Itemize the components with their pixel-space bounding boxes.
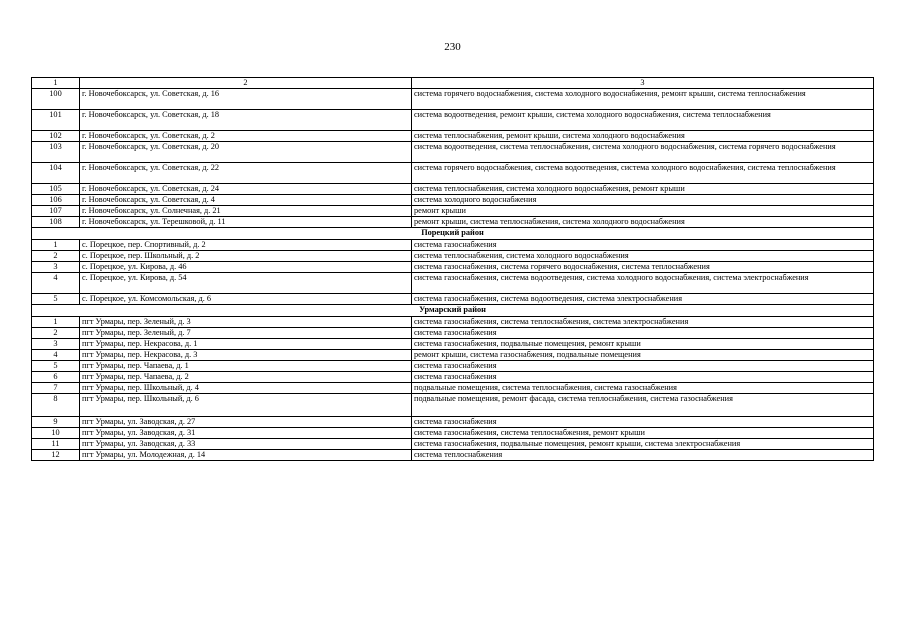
buildings-table [31,77,874,461]
row-systems: ремонт крыши [412,206,874,217]
table-row [32,383,874,394]
row-number: 1 [32,240,80,251]
row-address: пгт Урмары, ул. Заводская, д. 31 [80,428,412,439]
row-address: пгт Урмары, ул. Заводская, д. 33 [80,439,412,450]
row-systems: система газоснабжения, система водоотведения, система холодного водоснабжения, система электроснабжения [412,273,874,294]
row-number: 1 [32,317,80,328]
row-number: 104 [32,163,80,184]
table-row [32,273,874,294]
row-systems: система теплоснабжения, система холодного водоснабжения, ремонт крыши [412,184,874,195]
row-systems: система теплоснабжения [412,450,874,461]
row-number: 3 [32,339,80,350]
row-number: 2 [32,328,80,339]
row-number: 3 [32,262,80,273]
row-address: г. Новочебоксарск, ул. Терешковой, д. 11 [80,217,412,228]
table-body [32,78,874,461]
table-row [32,110,874,131]
row-address: с. Порецкое, ул. Кирова, д. 54 [80,273,412,294]
row-systems: система газоснабжения, подвальные помещения, ремонт крыши [412,339,874,350]
table-row [32,372,874,383]
table-row [32,361,874,372]
table-row [32,350,874,361]
table-row [32,328,874,339]
row-address: с. Порецкое, ул. Комсомольская, д. 6 [80,294,412,305]
row-number: 11 [32,439,80,450]
table-row [32,339,874,350]
row-systems: система газоснабжения [412,361,874,372]
row-address: г. Новочебоксарск, ул. Советская, д. 24 [80,184,412,195]
row-address: г. Новочебоксарск, ул. Советская, д. 18 [80,110,412,131]
row-address: г. Новочебоксарск, ул. Советская, д. 2 [80,131,412,142]
row-address: с. Порецкое, пер. Спортивный, д. 2 [80,240,412,251]
row-address: пгт Урмары, пер. Школьный, д. 4 [80,383,412,394]
table-row [32,394,874,417]
section-title: Урмарский район [32,305,874,317]
column-header-row [32,78,874,89]
table-row [32,89,874,110]
row-systems: система теплоснабжения, система холодного водоснабжения [412,251,874,262]
row-systems: система газоснабжения, система теплоснабжения, ремонт крыши [412,428,874,439]
row-systems: система холодного водоснабжения [412,195,874,206]
row-number: 10 [32,428,80,439]
row-number: 7 [32,383,80,394]
table-row [32,251,874,262]
row-systems: система газоснабжения [412,417,874,428]
row-number: 101 [32,110,80,131]
row-systems: система водоотведения, ремонт крыши, система холодного водоснабжения, система теплоснабжения [412,110,874,131]
row-address: пгт Урмары, пер. Чапаева, д. 2 [80,372,412,383]
table-row [32,262,874,273]
row-number: 2 [32,251,80,262]
row-number: 103 [32,142,80,163]
row-address: г. Новочебоксарск, ул. Советская, д. 20 [80,142,412,163]
column-header-address: 2 [80,78,412,89]
table-row [32,184,874,195]
row-number: 12 [32,450,80,461]
table-row [32,240,874,251]
row-systems: система водоотведения, система теплоснабжения, система холодного водоснабжения, система горячего водоснабжения [412,142,874,163]
section-title: Порецкий район [32,228,874,240]
table-row [32,317,874,328]
row-systems: система газоснабжения, система горячего водоснабжения, система теплоснабжения [412,262,874,273]
row-systems: система газоснабжения, система водоотведения, система электроснабжения [412,294,874,305]
row-address: пгт Урмары, ул. Заводская, д. 27 [80,417,412,428]
table-row [32,450,874,461]
row-address: пгт Урмары, пер. Школьный, д. 6 [80,394,412,417]
row-number: 108 [32,217,80,228]
table-row [32,163,874,184]
row-systems: система теплоснабжения, ремонт крыши, система холодного водоснабжения [412,131,874,142]
column-header-number: 1 [32,78,80,89]
table-row [32,206,874,217]
row-systems: система горячего водоснабжения, система водоотведения, система холодного водоснабжения, система теплоснабжения [412,163,874,184]
section-header-row [32,305,874,317]
row-systems: система горячего водоснабжения, система холодного водоснабжения, ремонт крыши, система теплоснабжения [412,89,874,110]
row-number: 9 [32,417,80,428]
row-systems: система газоснабжения [412,372,874,383]
column-header-systems: 3 [412,78,874,89]
row-address: пгт Урмары, пер. Некрасова, д. 1 [80,339,412,350]
row-number: 102 [32,131,80,142]
row-address: г. Новочебоксарск, ул. Советская, д. 16 [80,89,412,110]
row-number: 5 [32,361,80,372]
row-systems: ремонт крыши, система теплоснабжения, система холодного водоснабжения [412,217,874,228]
row-address: с. Порецкое, ул. Кирова, д. 46 [80,262,412,273]
table-row [32,439,874,450]
page-number: 230 [444,41,461,53]
row-systems: система газоснабжения [412,240,874,251]
section-header-row [32,228,874,240]
row-address: г. Новочебоксарск, ул. Советская, д. 22 [80,163,412,184]
row-number: 106 [32,195,80,206]
row-address: с. Порецкое, пер. Школьный, д. 2 [80,251,412,262]
table-row [32,195,874,206]
table-row [32,131,874,142]
row-number: 6 [32,372,80,383]
table-row [32,217,874,228]
row-systems: система газоснабжения, подвальные помещения, ремонт крыши, система электроснабжения [412,439,874,450]
table-row [32,142,874,163]
row-address: г. Новочебоксарск, ул. Советская, д. 4 [80,195,412,206]
row-systems: подвальные помещения, система теплоснабжения, система газоснабжения [412,383,874,394]
row-systems: подвальные помещения, ремонт фасада, система теплоснабжения, система газоснабжения [412,394,874,417]
table-row [32,428,874,439]
row-address: пгт Урмары, пер. Зеленый, д. 3 [80,317,412,328]
row-number: 5 [32,294,80,305]
row-number: 105 [32,184,80,195]
row-address: пгт Урмары, пер. Некрасова, д. 3 [80,350,412,361]
row-number: 4 [32,273,80,294]
row-address: г. Новочебоксарск, ул. Солнечная, д. 21 [80,206,412,217]
row-systems: система газоснабжения, система теплоснабжения, система электроснабжения [412,317,874,328]
row-address: пгт Урмары, пер. Зеленый, д. 7 [80,328,412,339]
row-systems: система газоснабжения [412,328,874,339]
row-address: пгт Урмары, ул. Молодежная, д. 14 [80,450,412,461]
table-row [32,417,874,428]
row-number: 4 [32,350,80,361]
table-row [32,294,874,305]
row-number: 8 [32,394,80,417]
row-number: 107 [32,206,80,217]
row-systems: ремонт крыши, система газоснабжения, подвальные помещения [412,350,874,361]
row-number: 100 [32,89,80,110]
row-address: пгт Урмары, пер. Чапаева, д. 1 [80,361,412,372]
